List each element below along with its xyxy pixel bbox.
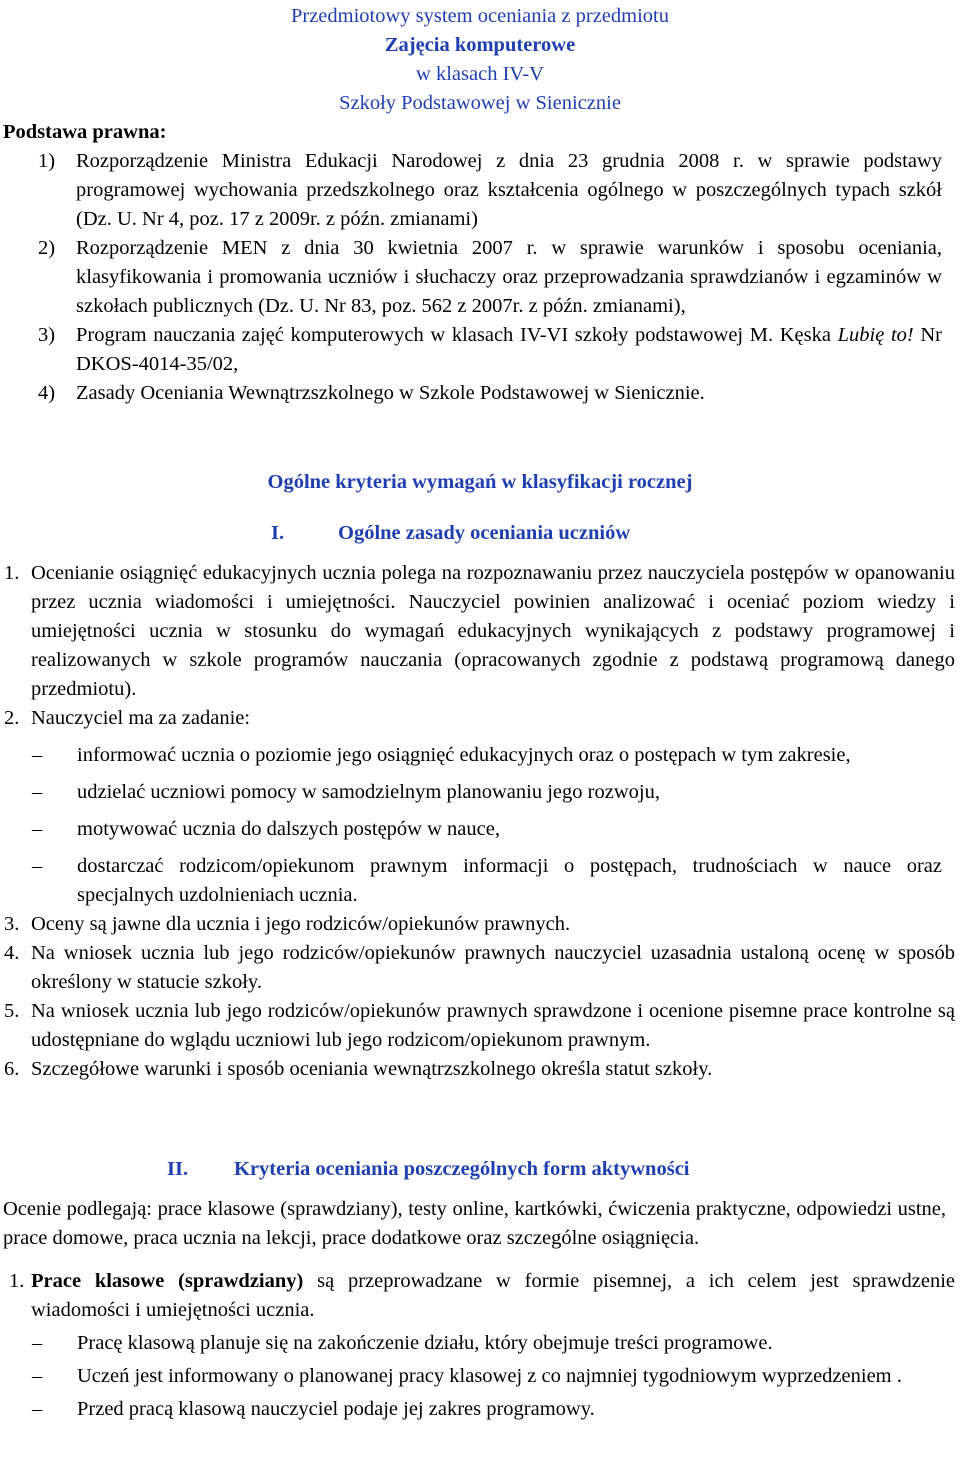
dash-bullet: – bbox=[32, 855, 43, 877]
rule-bullet-item bbox=[32, 1395, 955, 1424]
program-text: Program nauczania zajęć komputerowych w klasach IV-VI szkoły podstawowej M. Kęska bbox=[76, 324, 838, 346]
rule-text: Szczegółowe warunki i sposób oceniania wewnątrzszkolnego określa statut szkoły. bbox=[31, 1058, 713, 1080]
dash-bullet: – bbox=[32, 1332, 43, 1354]
classwork-rules-list bbox=[32, 1329, 955, 1424]
rule-item bbox=[4, 559, 955, 704]
rule-bullet-item bbox=[32, 1362, 955, 1391]
task-item bbox=[32, 815, 942, 844]
task-text: dostarczać rodzicom/opiekunom prawnym informacji o postępach, trudnościach w nauce oraz specjalnych uzdolnieniach ucznia. bbox=[77, 855, 942, 906]
assessment-description: są przeprowadzane w formie pisemnej, a ich celem jest sprawdzenie wiadomości i umiejętności ucznia. bbox=[31, 1270, 955, 1321]
legal-basis-text bbox=[76, 321, 942, 379]
document-header bbox=[0, 2, 960, 118]
rule-text: Oceny są jawne dla ucznia i jego rodziców/opiekunów prawnych. bbox=[31, 913, 571, 935]
rule-item bbox=[4, 704, 955, 733]
dash-bullet: – bbox=[32, 1398, 43, 1420]
list-number: 3) bbox=[38, 324, 56, 346]
task-item bbox=[32, 741, 942, 770]
list-number: 4. bbox=[4, 942, 20, 964]
legal-basis-list bbox=[0, 147, 960, 408]
legal-basis-text: Zasady Oceniania Wewnątrzszkolnego w Szkole Podstawowej w Sienicznie. bbox=[76, 382, 705, 404]
list-number: 2) bbox=[38, 237, 56, 259]
subject-title: Zajęcia komputerowe bbox=[384, 34, 576, 56]
dash-bullet: – bbox=[32, 781, 43, 803]
teacher-tasks-list bbox=[32, 741, 942, 910]
header-classes: w klasach IV-V bbox=[416, 63, 544, 85]
rule-bullet-text: Przed pracą klasową nauczyciel podaje jej zakres programowy. bbox=[77, 1398, 595, 1420]
assessment-item bbox=[9, 1267, 955, 1325]
main-section-heading: Ogólne kryteria wymagań w klasyfikacji rocznej bbox=[267, 471, 693, 493]
task-text: motywować ucznia do dalszych postępów w nauce, bbox=[77, 818, 500, 840]
legal-basis-item bbox=[38, 379, 942, 408]
assessment-forms-intro: Ocenie podlegają: prace klasowe (sprawdziany), testy online, kartkówki, ćwiczenia praktyczne, odpowiedzi ustne, prace domowe, praca ucznia na lekcji, prace dodatkowe oraz szczególne osiągnięcia. bbox=[3, 1198, 946, 1249]
dash-bullet: – bbox=[32, 818, 43, 840]
list-number: 3. bbox=[4, 913, 20, 935]
section-2-roman: II. bbox=[167, 1158, 189, 1180]
task-text: informować ucznia o poziomie jego osiągnięć edukacyjnych oraz o postępach w tym zakresie, bbox=[77, 744, 851, 766]
program-title: Lubię to! bbox=[837, 324, 914, 346]
list-number: 1. bbox=[9, 1270, 25, 1292]
list-number: 2. bbox=[4, 707, 20, 729]
rule-bullet-text: Uczeń jest informowany o planowanej pracy klasowej z co najmniej tygodniowym wyprzedzeniem . bbox=[77, 1365, 902, 1387]
list-number: 1. bbox=[4, 562, 20, 584]
list-number: 5. bbox=[4, 1000, 20, 1022]
section-2-title: Kryteria oceniania poszczególnych form aktywności bbox=[234, 1158, 690, 1180]
rule-bullet-item bbox=[32, 1329, 955, 1358]
list-number: 4) bbox=[38, 382, 56, 404]
rule-item bbox=[4, 1055, 955, 1084]
rule-item bbox=[4, 910, 955, 939]
rule-item bbox=[4, 939, 955, 997]
task-item bbox=[32, 852, 942, 910]
header-line-1: Przedmiotowy system oceniania z przedmiotu bbox=[290, 5, 669, 27]
rule-text: Nauczyciel ma za zadanie: bbox=[31, 707, 251, 729]
assessment-text bbox=[31, 1267, 955, 1325]
rule-bullet-text: Pracę klasową planuje się na zakończenie działu, który obejmuje treści programowe. bbox=[77, 1332, 773, 1354]
rule-item bbox=[4, 997, 955, 1055]
rule-text: Na wniosek ucznia lub jego rodziców/opiekunów prawnych nauczyciel uzasadnia ustaloną ocenę w sposób określony w statucie szkoły. bbox=[31, 942, 955, 993]
section-1-roman: I. bbox=[271, 522, 285, 544]
section-1-list bbox=[0, 559, 960, 1084]
legal-basis-item bbox=[38, 321, 942, 379]
list-number: 1) bbox=[38, 150, 56, 172]
rule-text: Ocenianie osiągnięć edukacyjnych ucznia polega na rozpoznawaniu przez nauczyciela postępów w opanowaniu przez ucznia wiadomości i umiejętności. Nauczyciel powinien analizować i oceniać poziom wiedzy i umiejętności ucznia w stosunku do wymagań edukacyjnych wynikających z podstawy programowej i realizowanych w szkole programów nauczania (opracowanych zgodnie z podstawą programową danego przedmiotu). bbox=[31, 562, 955, 700]
rule-text: Na wniosek ucznia lub jego rodziców/opiekunów prawnych sprawdzone i ocenione pisemne prace kontrolne są udostępniane do wglądu uczniowi lub jego rodzicom/opiekunom prawnym. bbox=[31, 1000, 955, 1051]
header-school: Szkoły Podstawowej w Sienicznie bbox=[339, 92, 621, 114]
legal-basis-text: Rozporządzenie Ministra Edukacji Narodowej z dnia 23 grudnia 2008 r. w sprawie podstawy programowej wychowania przedszkolnego oraz kształcenia ogólnego w poszczególnych typach szkół (Dz. U. Nr 4, poz. 17 z 2009r. z późn. zmianami) bbox=[76, 150, 942, 230]
list-number: 6. bbox=[4, 1058, 20, 1080]
legal-basis-item bbox=[38, 147, 942, 234]
legal-basis-title: Podstawa prawna: bbox=[3, 121, 167, 143]
task-text: udzielać uczniowi pomocy w samodzielnym planowaniu jego rozwoju, bbox=[77, 781, 660, 803]
task-item bbox=[32, 778, 942, 807]
legal-basis-text: Rozporządzenie MEN z dnia 30 kwietnia 2007 r. w sprawie warunków i sposobu oceniania, klasyfikowania i promowania uczniów i słuchaczy oraz przeprowadzania sprawdzianów i egzaminów w szkołach publicznych (Dz. U. Nr 83, poz. 562 z 2007r. z późn. zmianami), bbox=[76, 237, 942, 317]
dash-bullet: – bbox=[32, 1365, 43, 1387]
section-1-title: Ogólne zasady oceniania uczniów bbox=[338, 522, 631, 544]
assessment-type: Prace klasowe (sprawdziany) bbox=[31, 1270, 304, 1292]
section-2-content bbox=[0, 1195, 960, 1424]
dash-bullet: – bbox=[32, 744, 43, 766]
legal-basis-item bbox=[38, 234, 942, 321]
program-number: Nr DKOS-4014-35/02, bbox=[76, 324, 942, 375]
